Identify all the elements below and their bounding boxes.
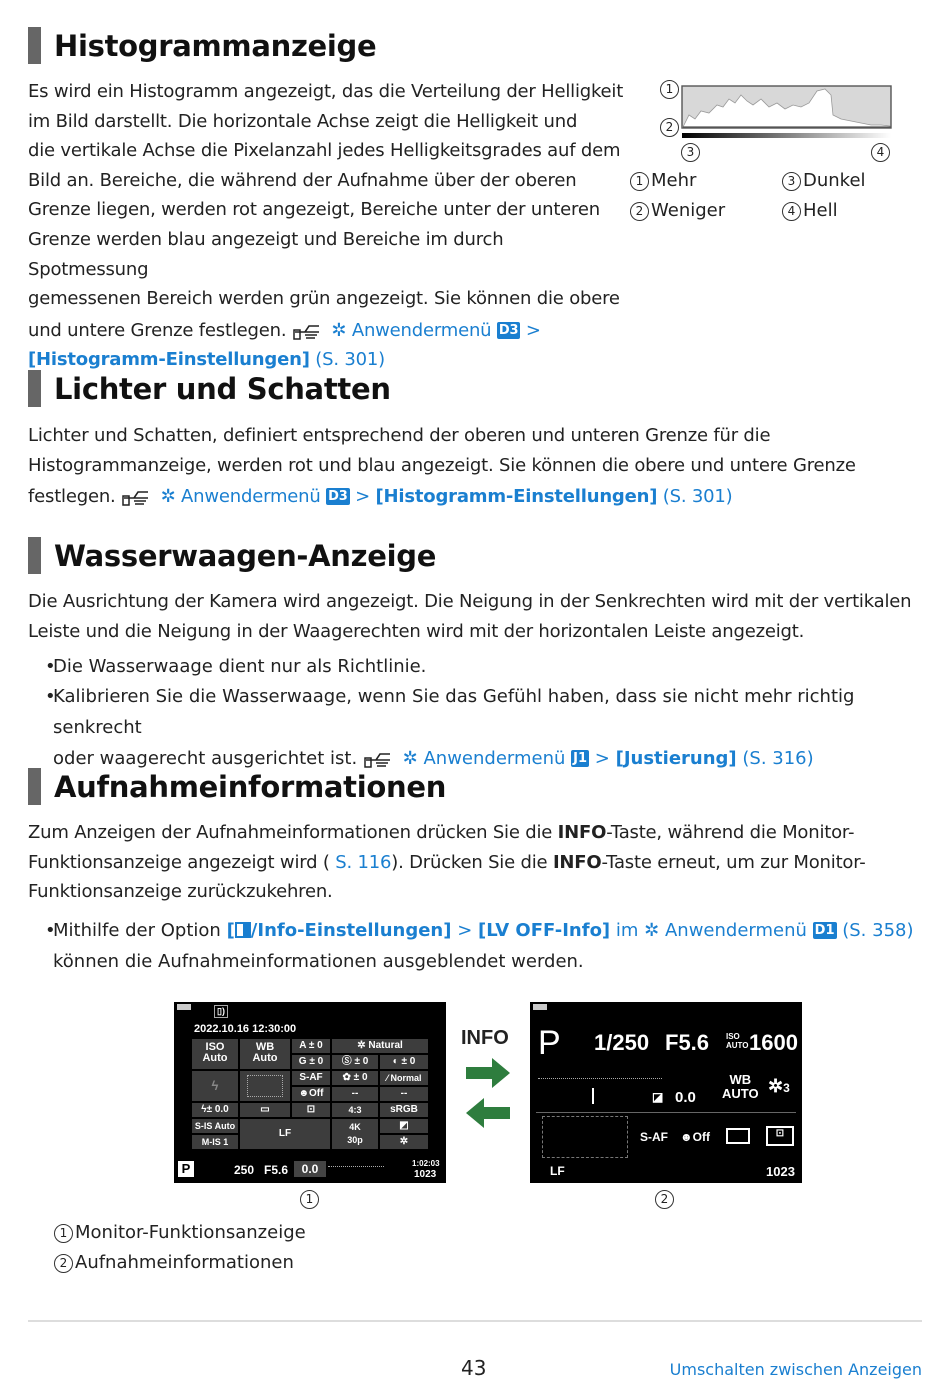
contrast-cell[interactable]: ◐ ± 0 — [380, 1055, 428, 1069]
monitor-function-screen — [174, 1002, 446, 1183]
text: -Taste erneut, um zur Monitor- — [601, 851, 866, 873]
callout-number: 4 — [782, 202, 801, 221]
legend-text: Mehr — [651, 170, 697, 191]
footer-divider — [28, 1320, 922, 1322]
menu-link[interactable]: Anwendermenü — [423, 748, 566, 769]
text-line — [28, 848, 928, 878]
heading: Histogrammanzeige — [54, 28, 377, 63]
menu-link[interactable]: Anwendermenü — [351, 319, 492, 341]
chapter-link[interactable]: Umschalten zwischen Anzeigen — [669, 1360, 922, 1379]
battery-icon — [533, 1004, 547, 1010]
justierung-link[interactable]: [Justierung] — [615, 748, 737, 769]
wb-cell[interactable] — [240, 1039, 290, 1069]
caption-monitor — [54, 1222, 306, 1243]
text-line: im Bild darstellt. Die horizontale Achse zeigt die Helligkeit und — [28, 110, 578, 132]
histogram-callout-2 — [660, 117, 681, 137]
label: WB — [255, 1041, 275, 1053]
page-ref-link[interactable]: S. 116 — [329, 851, 392, 873]
face-detect: ☻Off — [680, 1130, 710, 1144]
bullet-item — [53, 915, 933, 977]
label: ISO — [205, 1041, 225, 1053]
text: Zum Anzeigen der Aufnahmeinformationen drücken Sie die — [28, 822, 558, 843]
menu-tag: D1 — [814, 923, 835, 938]
section-title-wasserwaage — [28, 537, 436, 574]
callout-number: 2 — [655, 1190, 674, 1209]
exposure-scale — [328, 1166, 384, 1172]
text-line: Histogrammanzeige, werden rot und blau angezeigt. Sie können die obere und untere Grenze — [28, 454, 856, 476]
text: ). Drücken Sie die — [391, 851, 553, 873]
value: ± 0 — [354, 1056, 369, 1067]
aufnahme-paragraph — [28, 818, 928, 907]
wb-g-cell[interactable]: G ± 0 — [292, 1055, 330, 1069]
saturation-cell[interactable]: ✿ ± 0 — [332, 1071, 378, 1085]
callout-number: 1 — [300, 1190, 319, 1209]
iso-value: 1600 — [749, 1030, 798, 1055]
text-line: Grenze werden blau angezeigt und Bereiche im durch Spotmessung — [28, 228, 504, 280]
chevron-right-icon: > — [355, 486, 370, 508]
bullet-text: • Kalibrieren Sie die Wasserwaage, wenn Sie das Gefühl haben, dass sie nicht mehr richtig senkrecht — [53, 686, 855, 738]
value: ± 0 — [353, 1072, 368, 1083]
aperture: F5.6 — [264, 1163, 289, 1177]
text-line — [28, 482, 928, 512]
gear-icon[interactable]: ✲ — [380, 1135, 428, 1149]
picture-mode-icon: ✲3 — [768, 1076, 790, 1096]
af-area-cell[interactable] — [240, 1071, 290, 1101]
info-button-label: INFO — [461, 1027, 509, 1049]
shots-remaining: 1023 — [414, 1169, 437, 1180]
picture-mode-number: 3 — [783, 1081, 790, 1095]
drive-cell[interactable]: ▭ — [240, 1103, 290, 1117]
chevron-right-icon: > — [594, 748, 610, 769]
text-line: Leiste und die Neigung in der Waagerechten wird mit der horizontalen Leiste angezeigt. — [28, 620, 805, 642]
link-text: /Info-Einstellungen] — [250, 920, 452, 941]
legend-dunkel — [782, 170, 866, 191]
callout-number: 1 — [630, 172, 649, 191]
wb-a-cell[interactable]: A ± 0 — [292, 1039, 330, 1053]
text-line: Grenze liegen, werden rot angezeigt, Bereiche unter der unteren — [28, 199, 600, 221]
value: ± 0 — [401, 1056, 416, 1067]
page-number: 43 — [461, 1356, 487, 1380]
lichter-paragraph — [28, 421, 928, 512]
section-title-lichter — [28, 370, 391, 407]
exposure-comp: 0.0 — [294, 1161, 326, 1177]
section-title-aufnahme — [28, 768, 446, 805]
menu-link[interactable]: Anwendermenü — [181, 486, 321, 508]
heading: Aufnahmeinformationen — [54, 769, 447, 804]
image-quality: LF — [550, 1164, 565, 1178]
ev-icon: ◪ — [652, 1090, 664, 1104]
callout-number: 4 — [871, 143, 890, 162]
arrow-left-icon — [466, 1098, 510, 1128]
wasserwaage-paragraph — [28, 587, 928, 646]
heading: Wasserwaagen-Anzeige — [54, 538, 437, 573]
text: und untere Grenze festlegen. — [28, 319, 287, 341]
exposure-comp: 0.0 — [675, 1089, 696, 1106]
text-line — [28, 316, 628, 346]
callout-number: 1 — [660, 80, 679, 99]
chevron-right-icon: > — [525, 319, 541, 341]
bullet-text-line — [53, 915, 933, 946]
text-line: Es wird ein Histogramm angezeigt, das die Verteilung der Helligkeit — [28, 81, 624, 102]
af-grid-icon — [247, 1075, 283, 1097]
text: Funktionsanzeige angezeigt wird ( — [28, 851, 330, 873]
shooting-mode: P — [178, 1161, 194, 1177]
histogram-callout-4 — [871, 142, 892, 162]
gradation-cell[interactable]: ⁄ Normal — [380, 1071, 428, 1085]
histogram-callout-1 — [660, 79, 681, 99]
shots-remaining: 1023 — [766, 1164, 795, 1179]
label: WB — [729, 1072, 752, 1087]
color-space-dash[interactable]: -- — [332, 1087, 378, 1101]
caption-text: Aufnahmeinformationen — [75, 1252, 294, 1273]
card-icon: ▯) — [214, 1005, 228, 1018]
wb-display — [722, 1073, 759, 1101]
iso-label: ISO AUTO — [726, 1032, 749, 1050]
title-bar — [28, 768, 41, 805]
flash-icon[interactable]: ϟ — [192, 1071, 238, 1101]
info-settings-link[interactable]: [ /Info-Einstellungen] — [226, 920, 452, 941]
value: Off — [309, 1088, 324, 1099]
histogram-graphic — [681, 85, 893, 141]
legend-text: Hell — [803, 200, 838, 221]
callout-number: 3 — [681, 143, 700, 162]
gear-icon: ✲ — [402, 748, 418, 769]
display-grid-icon — [235, 922, 251, 938]
shooting-mode: P — [538, 1024, 561, 1062]
title-bar — [28, 27, 41, 64]
edit-icon[interactable]: ◩ — [380, 1119, 428, 1133]
bullet-text: Die Wasserwaage dient nur als Richtlinie. — [53, 656, 427, 677]
value: Normal — [390, 1073, 422, 1083]
value: 30p — [347, 1135, 363, 1145]
color-space-cell[interactable]: sRGB — [380, 1103, 428, 1117]
iso-cell[interactable] — [192, 1039, 238, 1069]
title-bar — [28, 370, 41, 407]
vertical-level-bar — [592, 1088, 594, 1104]
bullet-item — [53, 651, 426, 682]
legend-text: Dunkel — [803, 170, 866, 191]
gear-icon: ✲ — [331, 319, 347, 341]
heading: Lichter und Schatten — [54, 371, 391, 406]
text: oder waagerecht ausgerichtet ist. — [53, 748, 358, 769]
text-line: Lichter und Schatten, definiert entsprechend der oberen und unteren Grenze für die — [28, 425, 771, 446]
caption-text: Monitor-Funktionsanzeige — [75, 1222, 306, 1243]
aperture: F5.6 — [665, 1030, 710, 1055]
value: Auto — [252, 1052, 278, 1064]
histogram-settings-link[interactable]: [Histogramm-Einstellungen] — [28, 349, 310, 371]
title-bar — [28, 537, 41, 574]
divider — [536, 1112, 796, 1113]
reference-hand-icon — [363, 750, 397, 768]
callout-number: 3 — [782, 172, 801, 191]
histogram-callout-3 — [681, 142, 702, 162]
value: 4K — [349, 1122, 361, 1132]
stabilizer-movie-cell[interactable]: M-IS 1 — [192, 1135, 238, 1149]
caption-info — [54, 1252, 294, 1273]
page-ref-link[interactable]: (S. 301) — [315, 349, 385, 371]
page-ref-link[interactable]: (S. 358) — [842, 920, 914, 941]
picture-mode-cell[interactable]: ✲ Natural — [332, 1039, 428, 1053]
image-quality-cell[interactable]: LF — [240, 1119, 330, 1149]
gear-icon: ✲ — [160, 486, 176, 508]
sharpness-cell[interactable]: Ⓢ ± 0 — [332, 1055, 378, 1069]
bullet-item — [53, 681, 933, 774]
text-line: die vertikale Achse die Pixelanzahl jedes Helligkeitsgrades auf dem — [28, 140, 621, 162]
gear-icon: ✲ — [644, 920, 660, 941]
menu-tag: D3 — [328, 489, 348, 505]
page-ref-link[interactable]: (S. 316) — [742, 748, 814, 769]
value: AUTO — [722, 1086, 759, 1101]
value: Natural — [368, 1040, 403, 1051]
menu-tag: J1 — [573, 751, 588, 766]
effect-dash[interactable]: -- — [380, 1087, 428, 1101]
text: im — [610, 920, 645, 941]
value: Off — [692, 1130, 710, 1144]
bullet-text: können die Aufnahmeinformationen ausgeblendet werden. — [53, 951, 584, 972]
value: ± 0.0 — [206, 1104, 229, 1115]
value: Auto — [202, 1052, 228, 1064]
drive-icon — [726, 1128, 750, 1144]
histogram-paragraph — [28, 77, 628, 375]
movie-quality-cell[interactable] — [332, 1119, 378, 1149]
shutter-speed: 1/250 — [594, 1030, 650, 1055]
info-key-label: INFO — [557, 822, 607, 843]
screen-caption-2 — [655, 1189, 676, 1209]
menu-link[interactable]: Anwendermenü — [664, 920, 807, 941]
stabilizer-still-cell[interactable]: S-IS Auto — [192, 1119, 238, 1133]
text-line: Die Ausrichtung der Kamera wird angezeigt. Die Neigung in der Senkrechten wird mit der vertikalen — [28, 591, 912, 612]
af-target-grid — [542, 1116, 628, 1158]
text-line — [28, 818, 928, 848]
screen-caption-1 — [300, 1189, 321, 1209]
callout-number: 2 — [660, 118, 679, 137]
legend-weniger — [630, 200, 725, 221]
page-ref-link[interactable]: (S. 301) — [662, 486, 733, 508]
reference-hand-icon — [121, 488, 155, 506]
af-mode: S-AF — [640, 1130, 668, 1144]
aspect-ratio-cell[interactable]: 4:3 — [332, 1103, 378, 1117]
af-mode-cell[interactable]: S-AF — [292, 1071, 330, 1085]
legend-mehr — [630, 170, 696, 191]
separator: > — [451, 920, 478, 941]
text-line: Funktionsanzeige zurückzukehren. — [28, 881, 333, 903]
text-line: gemessenen Bereich werden grün angezeigt. Sie können die obere — [28, 288, 620, 310]
section-title-histogram — [28, 27, 376, 64]
text: Mithilfe der Option — [53, 920, 227, 941]
battery-icon — [177, 1004, 191, 1010]
movie-time: 1:02:03 — [412, 1159, 440, 1168]
arrow-right-icon — [466, 1058, 510, 1088]
text-line: Bild an. Bereiche, die während der Aufnahme über der oberen — [28, 169, 577, 191]
callout-number: 2 — [54, 1254, 73, 1273]
reference-hand-icon — [292, 322, 326, 340]
histogram-settings-link[interactable]: [Histogramm-Einstellungen] — [375, 486, 658, 508]
flash-comp-cell[interactable]: ϟ± 0.0 — [192, 1103, 238, 1117]
face-detect-cell[interactable]: ☻Off — [292, 1087, 330, 1101]
lv-off-info-link[interactable]: [LV OFF-Info] — [478, 920, 611, 941]
text: -Taste, während die Monitor- — [606, 822, 855, 843]
horizontal-level-scale — [538, 1078, 662, 1082]
callout-number: 2 — [630, 202, 649, 221]
legend-hell — [782, 200, 838, 221]
shutter-speed: 250 — [234, 1163, 255, 1177]
text: festlegen. — [28, 486, 116, 508]
metering-icon: ⊡ — [766, 1126, 794, 1146]
info-key-label: INFO — [552, 851, 602, 873]
datetime: 2022.10.16 12:30:00 — [194, 1023, 297, 1035]
menu-tag: D3 — [498, 322, 519, 338]
legend-text: Weniger — [651, 200, 726, 221]
shooting-info-screen — [530, 1002, 802, 1183]
callout-number: 1 — [54, 1224, 73, 1243]
metering-cell[interactable]: ⊡ — [292, 1103, 330, 1117]
